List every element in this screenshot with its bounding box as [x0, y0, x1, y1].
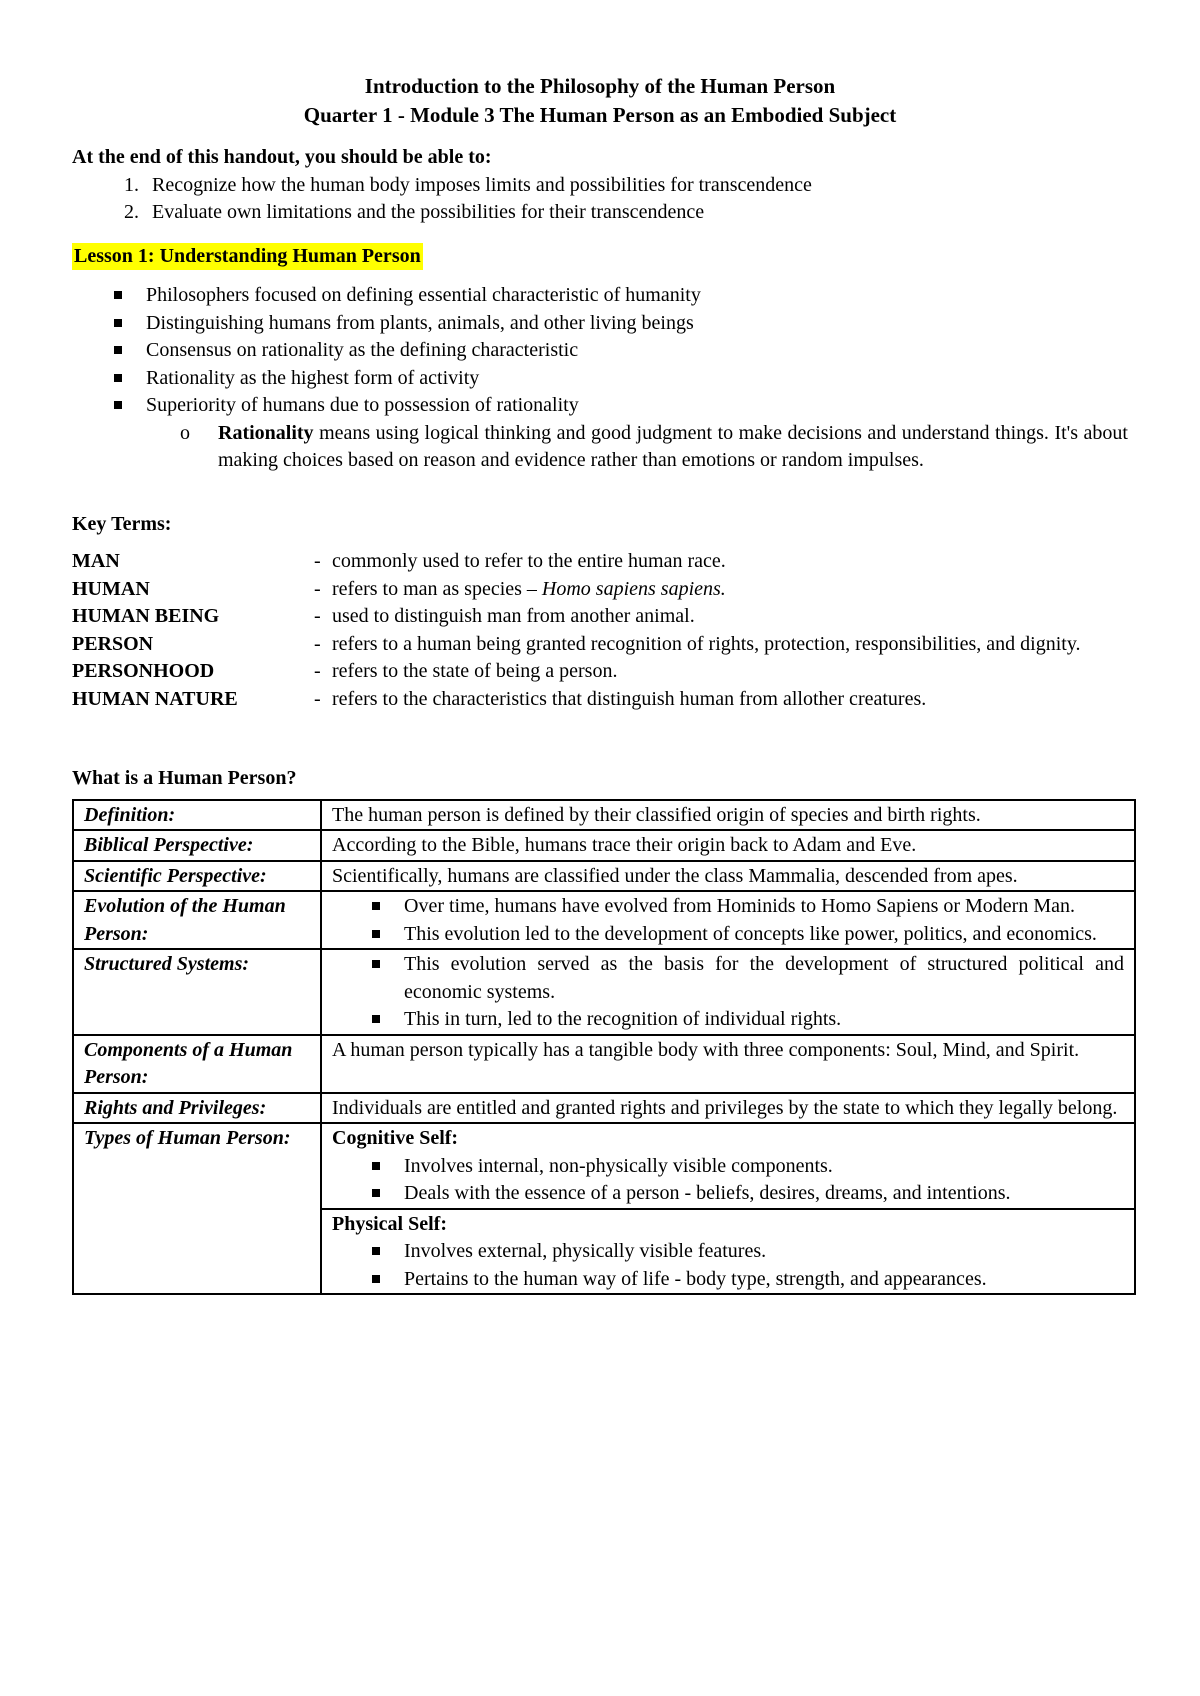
row-bullet-list [332, 1238, 1124, 1293]
row-bullet: Deals with the essence of a person - beliefs, desires, dreams, and intentions. [404, 1180, 1124, 1208]
lesson-bullet: Philosophers focused on defining essential characteristic of humanity [146, 282, 1128, 310]
table-row [73, 830, 1135, 861]
row-label: Types of Human Person: [73, 1123, 321, 1294]
row-bullet-list [332, 951, 1124, 1034]
key-term-definition: - refers to the state of being a person. [314, 658, 1128, 686]
row-label: Structured Systems: [73, 949, 321, 1035]
objectives-heading: At the end of this handout, you should be able to: [72, 146, 492, 168]
table-row [73, 800, 1135, 831]
module-title: Quarter 1 - Module 3 The Human Person as an Embodied Subject [303, 103, 897, 127]
lesson-bullet: Rationality as the highest form of activity [146, 365, 1128, 393]
key-terms-list [72, 548, 1128, 713]
rationality-term: Rationality [218, 421, 314, 444]
human-person-table [72, 799, 1136, 1296]
table-row [73, 891, 1135, 949]
species-name: Homo sapiens sapiens. [541, 577, 726, 600]
row-value: A human person typically has a tangible body with three components: Soul, Mind, and Spirit. [321, 1035, 1135, 1093]
row-value [321, 1209, 1135, 1295]
key-term-definition: - refers to the characteristics that distinguish human from allother creatures. [314, 686, 1128, 714]
row-bullet: Pertains to the human way of life - body type, strength, and appearances. [404, 1266, 1124, 1294]
row-value: The human person is defined by their classified origin of species and birth rights. [321, 800, 1135, 831]
row-label: Evolution of the Human Person: [73, 891, 321, 949]
key-term: PERSONHOOD [72, 660, 215, 682]
row-bullet-list [332, 1153, 1124, 1208]
row-value [321, 949, 1135, 1035]
row-label: Definition: [73, 800, 321, 831]
rationality-text: means using logical thinking and good judgment to make decisions and understand things. It's about making choices based on reason and evidence rather than emotions or random impulses. [218, 421, 1128, 471]
row-bullet: Involves external, physically visible features. [404, 1238, 1124, 1266]
key-terms-heading: Key Terms: [72, 512, 172, 535]
cognitive-self-heading: Cognitive Self: [332, 1127, 459, 1149]
lesson-bullet: Distinguishing humans from plants, animals, and other living beings [146, 310, 1128, 338]
row-bullet-list [332, 893, 1124, 948]
row-label: Scientific Perspective: [73, 861, 321, 892]
lesson-heading: Lesson 1: Understanding Human Person [72, 243, 423, 271]
key-term: HUMAN NATURE [72, 687, 238, 710]
row-bullet: Involves internal, non-physically visible components. [404, 1153, 1124, 1181]
row-label: Rights and Privileges: [73, 1093, 321, 1124]
lesson-bullet: Consensus on rationality as the defining characteristic [146, 337, 1128, 365]
row-label: Biblical Perspective: [73, 830, 321, 861]
table-row [73, 949, 1135, 1035]
lesson-bullet-list [72, 282, 1128, 420]
row-label: Components of a Human Person: [73, 1035, 321, 1093]
physical-self-heading: Physical Self: [332, 1212, 447, 1235]
row-value [321, 891, 1135, 949]
lesson-bullet: Superiority of humans due to possession of rationality [146, 392, 1128, 420]
row-bullet: This evolution led to the development of concepts like power, politics, and economics. [404, 921, 1124, 949]
table-row [73, 861, 1135, 892]
key-term: HUMAN [72, 577, 150, 600]
document-page [72, 72, 1128, 1295]
key-term: HUMAN BEING [72, 605, 220, 627]
objective-item: 2. Evaluate own limitations and the possibilities for their transcendence [144, 199, 1128, 227]
row-value: Individuals are entitled and granted rights and privileges by the state to which they legally belong. [321, 1093, 1135, 1124]
key-term-definition [314, 576, 1128, 604]
objectives-list [72, 172, 1128, 227]
key-term: MAN [72, 550, 120, 572]
table-row [73, 1123, 1135, 1209]
document-title: Introduction to the Philosophy of the Human Person [364, 74, 836, 98]
objective-item: 1. Recognize how the human body imposes limits and possibilities for transcendence [144, 172, 1128, 200]
row-value: Scientifically, humans are classified under the class Mammalia, descended from apes. [321, 861, 1135, 892]
key-term-definition: - refers to a human being granted recognition of rights, protection, responsibilities, and dignity. [314, 631, 1128, 659]
row-bullet: Over time, humans have evolved from Hominids to Homo Sapiens or Modern Man. [404, 893, 1124, 921]
key-term-definition-text: refers to man as species – [332, 577, 542, 600]
table-heading: What is a Human Person? [72, 767, 297, 789]
key-term-definition: - commonly used to refer to the entire human race. [314, 548, 1128, 576]
row-value [321, 1123, 1135, 1209]
key-term-definition: - used to distinguish man from another animal. [314, 603, 1128, 631]
row-value: According to the Bible, humans trace their origin back to Adam and Eve. [321, 830, 1135, 861]
table-row [73, 1093, 1135, 1124]
row-bullet: This evolution served as the basis for the development of structured political and economic systems. [404, 951, 1124, 1006]
table-row [73, 1035, 1135, 1093]
row-bullet: This in turn, led to the recognition of individual rights. [404, 1006, 1124, 1034]
rationality-definition [218, 420, 1128, 475]
key-term: PERSON [72, 632, 154, 655]
